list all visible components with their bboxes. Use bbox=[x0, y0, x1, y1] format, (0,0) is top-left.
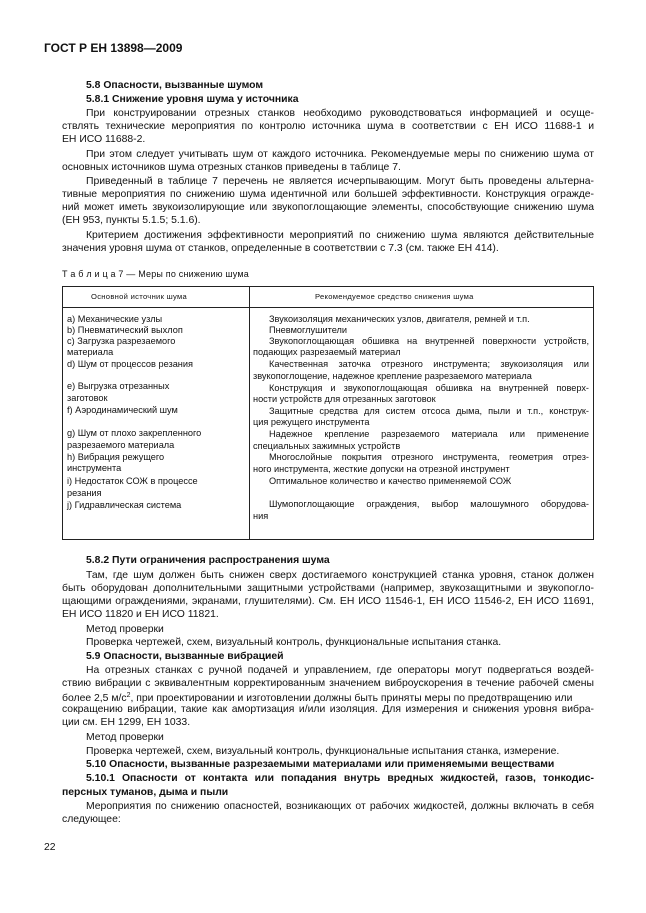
vibration-limit: более 2,5 м/с bbox=[62, 693, 127, 704]
paragraph-line: ствлять технические мероприятия по контролю источника шума в соответствии с ЕН ИСО 11688-1 и bbox=[62, 121, 594, 132]
document-header: ГОСТ Р ЕН 13898—2009 bbox=[44, 41, 183, 55]
table-header-source: Основной источник шума bbox=[91, 292, 188, 301]
paragraph-line: тивные мероприятия по снижению шума идентичной или большей эффективности. Конструкция огражде- bbox=[62, 189, 594, 200]
table-cell-measure: звукопоглощение, надежное крепление разрезаемого материала bbox=[253, 371, 532, 381]
table-cell-source: a) Механические узлы bbox=[67, 314, 163, 324]
subsection-title-5-10-1-cont: персных туманов, дыма и пыли bbox=[62, 787, 229, 798]
table-cell-source: c) Загрузка разрезаемого bbox=[67, 336, 176, 346]
table-cell-source: заготовок bbox=[67, 393, 108, 403]
paragraph-line: значения уровня шума от станков, определенные в соответствии с 7.3 (см. также ЕН 414). bbox=[62, 243, 499, 254]
paragraph-line: Приведенный в таблице 7 перечень не является исчерпывающим. Могут быть проведены альтерна- bbox=[86, 176, 594, 187]
paragraph-line: следующее: bbox=[62, 814, 121, 825]
table-caption-prefix: Т а б л и ц а bbox=[62, 269, 116, 279]
table-cell-measure: Пневмоглушители bbox=[269, 325, 347, 335]
table-cell-measure: Защитные средства для систем отсоса дыма, пыли и т.п., конструк- bbox=[269, 406, 589, 416]
table-cell-measure: Звукопоглощающая обшивка на внутренней поверхности устройств, bbox=[269, 336, 589, 346]
section-title-5-10: 5.10 Опасности, вызванные разрезаемыми материалами или применяемыми веществами bbox=[86, 759, 555, 770]
table-cell-source: материала bbox=[67, 347, 114, 357]
table-cell-source: e) Выгрузка отрезанных bbox=[67, 381, 170, 391]
table-cell-source: f) Аэродинамический шум bbox=[67, 405, 178, 415]
table-cell-source: g) Шум от плохо закрепленного bbox=[67, 428, 202, 438]
subsection-title-5-8-2: 5.8.2 Пути ограничения распространения шума bbox=[86, 555, 330, 566]
paragraph-line: ЕН ИСО 11688-2. bbox=[62, 134, 146, 145]
paragraph-line: ции см. ЕН 1299, ЕН 1033. bbox=[62, 717, 191, 728]
paragraph-line: Критерием достижения эффективности мероприятий по снижению шума являются действительные bbox=[86, 230, 594, 241]
paragraph-line: Там, где шум должен быть снижен сверх достигаемого конструкцией станка уровня, станок должен bbox=[86, 570, 594, 581]
table-cell-measure: Многослойные покрытия отрезного инструмента, геометрия отрез- bbox=[269, 452, 589, 462]
table-cell-measure: подающих разрезаемый материал bbox=[253, 347, 401, 357]
paragraph-line: быть оборудован дополнительными защитными устройствами (например, звукозащитными и звукопогло- bbox=[62, 583, 594, 594]
table-cell-measure: специальных зажимных устройств bbox=[253, 441, 401, 451]
method-text: Проверка чертежей, схем, визуальный контроль, функциональные испытания станка. bbox=[86, 637, 502, 648]
table-cell-measure: Шумопоглощающие ограждения, выбор малошумного оборудова- bbox=[269, 499, 589, 509]
paragraph-line: ЕН ИСО 11820 и ЕН ИСО 11821. bbox=[62, 609, 219, 620]
table-cell-measure: ция режущего инструмента bbox=[253, 417, 370, 427]
table-cell-source: b) Пневматический выхлоп bbox=[67, 325, 183, 335]
table-header-divider bbox=[63, 307, 593, 308]
paragraph-line: (ЕН 953, пункты 5.1.5; 5.1.6). bbox=[62, 215, 201, 226]
table-caption-title: 7 — Меры по снижению шума bbox=[118, 269, 249, 279]
method-text: Проверка чертежей, схем, визуальный контроль, функциональные испытания станка, измерение. bbox=[86, 746, 560, 757]
table-cell-measure: Звукоизоляция механических узлов, двигателя, ремней и т.п. bbox=[269, 314, 530, 324]
table-cell-source: h) Вибрация режущего bbox=[67, 452, 165, 462]
table-cell-measure: Качественная заточка отрезного инструмента; звукоизоляция или bbox=[269, 359, 589, 369]
table-cell-source: j) Гидравлическая система bbox=[67, 500, 182, 510]
paragraph-line: При конструировании отрезных станков необходимо руководствоваться информацией и осуще- bbox=[86, 108, 594, 119]
table-cell-source: i) Недостаток СОЖ в процессе bbox=[67, 476, 198, 486]
paragraph-line: Мероприятия по снижению опасностей, возникающих от рабочих жидкостей, должны включать в себя bbox=[86, 801, 594, 812]
table-caption bbox=[62, 269, 249, 279]
vibration-text: , при проектировании и изготовлении должны быть приняты меры по предотвращению или bbox=[130, 693, 573, 704]
page-number: 22 bbox=[44, 842, 56, 853]
method-label: Метод проверки bbox=[86, 732, 164, 743]
table-cell-measure: Надежное крепление разрезаемого материала или применение bbox=[269, 429, 589, 439]
section-title-5-9: 5.9 Опасности, вызванные вибрацией bbox=[86, 651, 284, 662]
table-header-measure: Рекомендуемое средство снижения шума bbox=[315, 292, 474, 301]
subsection-title-5-10-1: 5.10.1 Опасности от контакта или попадания внутрь вредных жидкостей, газов, тонкодис- bbox=[86, 773, 594, 784]
table-7 bbox=[62, 286, 594, 540]
subsection-title-5-8-1: 5.8.1 Снижение уровня шума у источника bbox=[86, 94, 299, 105]
paragraph-line: ний может иметь звукоизолирующие или звукопоглощающие элементы, способствующие снижению шума bbox=[62, 202, 594, 213]
table-cell-measure: Конструкция и звукопоглощающая обшивка на внутренней поверх- bbox=[269, 383, 589, 393]
table-cell-measure: ния bbox=[253, 511, 269, 521]
table-cell-source: резания bbox=[67, 488, 102, 498]
table-cell-measure: Оптимальное количество и качество применяемой СОЖ bbox=[269, 476, 512, 486]
table-cell-source: разрезаемого материала bbox=[67, 440, 175, 450]
section-title-5-8: 5.8 Опасности, вызванные шумом bbox=[86, 80, 264, 91]
paragraph-line: На отрезных станках с ручной подачей и управлением, где операторы могут подвергаться воздей- bbox=[86, 665, 594, 676]
table-cell-measure: ного инструмента, жесткие допуски на отрезной инструмент bbox=[253, 464, 510, 474]
superscript: 2 bbox=[126, 692, 131, 699]
paragraph-line: сокращению вибрации, такие как амортизация и/или изоляция. Для измерения и снижения уровня вибра- bbox=[62, 704, 594, 715]
table-cell-source: d) Шум от процессов резания bbox=[67, 359, 193, 369]
table-cell-measure: ности устройств для отрезанных заготовок bbox=[253, 394, 436, 404]
paragraph-line: щающими ограждениями, экранами, глушителями). См. ЕН ИСО 11546-1, ЕН ИСО 11546-2, ЕН ИСО 11691, bbox=[62, 596, 594, 607]
paragraph-line: основных источников шума отрезных станков приведены в таблице 7. bbox=[62, 162, 401, 173]
paragraph-line: ствию вибрации с эквивалентным корректированным значением виброускорения в течение рабочей смены bbox=[62, 678, 594, 689]
table-cell-source: инструмента bbox=[67, 463, 122, 473]
method-label: Метод проверки bbox=[86, 624, 164, 635]
table-column-divider bbox=[249, 287, 250, 539]
paragraph-line: При этом следует учитывать шум от каждого источника. Рекомендуемые меры по снижению шума от bbox=[86, 149, 594, 160]
